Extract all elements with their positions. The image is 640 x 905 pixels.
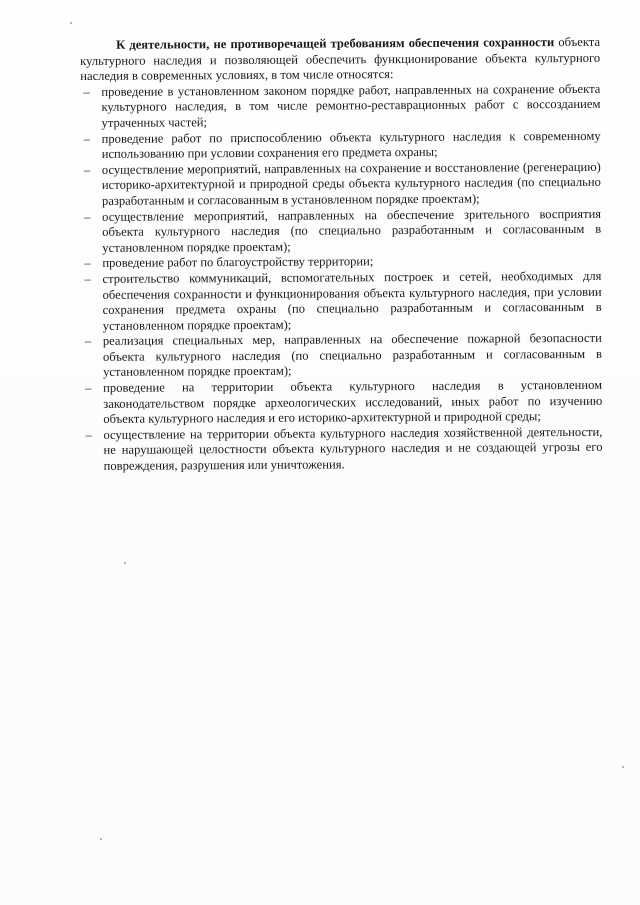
- scan-speck: [70, 22, 72, 24]
- intro-rest-text: объекта культурного наследия и позволяющей обеспечить функционирование объекта культурного наследия в современных условиях, в том числе относятся:: [80, 34, 601, 84]
- dash-bullet: –: [84, 209, 91, 224]
- list-item: [81, 206, 601, 256]
- list-item: [82, 331, 602, 381]
- scan-speck: [124, 562, 126, 564]
- list-item: [81, 269, 601, 335]
- scan-speck: [622, 766, 624, 768]
- intro-paragraph: [80, 35, 600, 85]
- list-item-text: реализация специальных мер, направленных на обеспечение пожарной безопасности объекта культурного наследия (по специально разработанным и согласованным в установленном порядке проектам);: [102, 331, 602, 380]
- intro-lead-text: К деятельности, не противоречащей требованиям обеспечения сохранности: [115, 35, 555, 52]
- scan-speck: [100, 838, 102, 840]
- list-item: [82, 425, 602, 475]
- list-item: [81, 160, 601, 210]
- list-item-text: проведение работ по приспособлению объекта культурного наследия к современному использованию при условии сохранения его предмета охраны;: [101, 128, 601, 162]
- list-item: [80, 82, 600, 132]
- list-item-text: осуществление на территории объекта культурного наследия хозяйственной деятельности, не нарушающей целостности объекта культурного наследия и не создающей угрозы его повреждения, разрушения или уничтожения.: [103, 424, 603, 473]
- list-item-text: проведение работ по благоустройству территории;: [102, 254, 374, 271]
- list-item: [81, 128, 601, 162]
- list-item-text: осуществление мероприятий, направленных на сохранение и восстановление (регенерацию) историко-архитектурной и природной среды объекта культурного наследия (по специально разработанным и согласованным в установленном порядке проектам);: [101, 159, 601, 208]
- list-item-text: проведение в установленном законом порядке работ, направленных на сохранение объекта культурного наследия, в том числе ремонтно-реставрационных работ с воссозданием утраченных частей;: [101, 81, 601, 130]
- list-item-text: строительство коммуникаций, вспомогательных построек и сетей, необходимых для обеспечения сохранности и функционирования объекта культурного наследия, при условии сохранения предмета охраны (по специально разработанным и согласованным в установленном порядке проектам);: [102, 268, 602, 333]
- dash-bullet: –: [83, 131, 90, 146]
- dash-bullet: –: [85, 380, 92, 396]
- dash-bullet: –: [83, 162, 91, 177]
- activities-list: [80, 82, 602, 475]
- dash-bullet: –: [84, 256, 91, 271]
- dash-bullet: –: [84, 334, 92, 349]
- list-item-text: осуществление мероприятий, направленных на обеспечение зрительного восприятия объекта культурного наследия (по специально разработанным и согласованным в установленном порядке проектам);: [102, 206, 602, 255]
- document-body: [80, 35, 603, 475]
- dash-bullet: –: [83, 84, 90, 99]
- dash-bullet: –: [84, 271, 91, 286]
- dash-bullet: –: [85, 427, 92, 442]
- list-item-text: проведение на территории объекта культурного наследия в установленном законодательством порядке археологических исследований, иных работ по изучению объекта культурного наследия и его историко-архитектурной и природной среды;: [103, 377, 603, 427]
- list-item: [82, 378, 602, 428]
